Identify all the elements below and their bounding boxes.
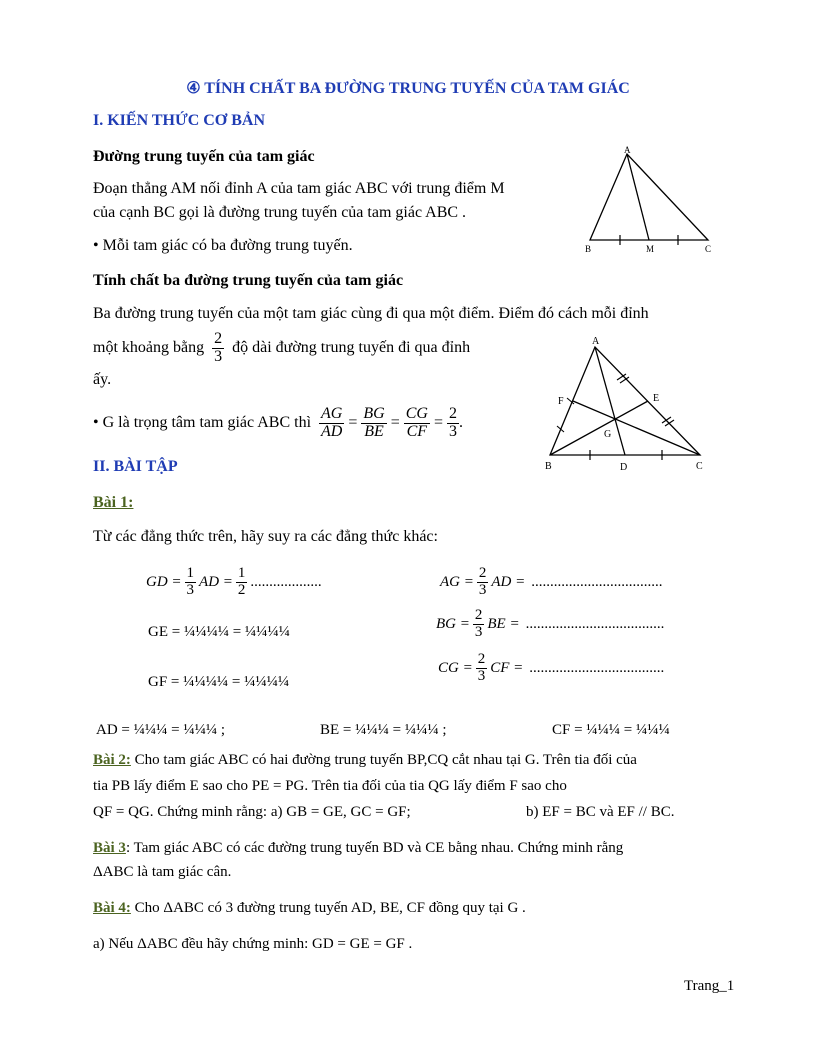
triangle-abc: [590, 154, 708, 240]
label-b-2: B: [545, 461, 552, 472]
eq-bg: [436, 604, 664, 644]
eq-dots: ...................: [250, 573, 322, 590]
eq-text: BG =: [436, 615, 470, 632]
frac-num: 2: [477, 650, 486, 667]
frac-num: 2: [474, 606, 483, 623]
label-a-2: A: [592, 336, 600, 347]
bai3-line1-text: : Tam giác ABC có các đường trung tuyến BD và CE bằng nhau. Chứng minh rằng: [125, 840, 624, 856]
ratio-cg-cf: [404, 406, 430, 441]
label-f: F: [558, 396, 564, 407]
ratio-bg-be: [361, 406, 386, 441]
eq-be: BE = ¼¼¼ = ¼¼¼ ;: [320, 722, 447, 738]
ratio-den: 3: [449, 422, 457, 440]
bai2-line3b: b) EF = BC và EF // BC.: [526, 804, 675, 820]
eq-gf: GF = ¼¼¼¼ = ¼¼¼¼: [148, 674, 290, 690]
section-1-heading: I. KIẾN THỨC CƠ BẢN: [93, 112, 266, 129]
fraction-num: 2: [214, 329, 223, 347]
bai2-label: Bài 2:: [93, 752, 131, 768]
bullet-three-medians: • Mỗi tam giác có ba đường trung tuyến.: [93, 237, 353, 254]
property-line3: ấy.: [93, 371, 112, 388]
label-c-2: C: [696, 461, 703, 472]
ratio-num: 2: [449, 404, 457, 422]
label-g: G: [604, 429, 612, 440]
property-line1: Ba đường trung tuyến của một tam giác cùng đi qua một điểm. Điểm đó cách mỗi đỉnh: [93, 305, 649, 322]
frac-num: 2: [478, 564, 487, 581]
eq-text: AD =: [199, 573, 233, 590]
bai2-line1: [93, 752, 637, 769]
eq-text: CF =: [490, 659, 524, 676]
bai3-line2: ΔABC là tam giác cân.: [93, 864, 232, 880]
eq-text: BE =: [487, 615, 520, 632]
figure-median-triangle: [580, 142, 720, 260]
bai1-label: Bài 1:: [93, 494, 134, 511]
eq-ge: GE = ¼¼¼¼ = ¼¼¼¼: [148, 624, 290, 640]
subheading-median: Đường trung tuyến của tam giác: [93, 148, 315, 165]
bai4-line1: [93, 900, 526, 917]
label-c: C: [705, 244, 712, 254]
eq-text: CG =: [438, 659, 473, 676]
ratio-ag-ad: [319, 406, 344, 441]
eq-dots: .....................................: [525, 615, 665, 632]
ratio-num: BG: [363, 404, 385, 422]
frac-den: 2: [237, 581, 246, 598]
frac-two-thirds: [477, 566, 489, 599]
eq-text: AG =: [440, 573, 474, 590]
eq-gd: [146, 562, 322, 602]
bai1-text: Từ các đẳng thức trên, hãy suy ra các đẳng thức khác:: [93, 528, 438, 545]
eq-text: GD =: [146, 573, 182, 590]
property-line2-pre: một khoảng bằng: [93, 339, 205, 356]
eq-cf: CF = ¼¼¼ = ¼¼¼: [552, 722, 670, 738]
frac-two-thirds: [476, 652, 488, 685]
ratio-two-thirds: [447, 406, 459, 441]
ratio-den: AD: [321, 422, 343, 440]
page-number: Trang_1: [684, 978, 735, 994]
equals-sign: =: [390, 414, 400, 431]
ratio-den: BE: [364, 422, 384, 440]
frac-two-thirds: [473, 608, 485, 641]
ratio-end: .: [459, 414, 463, 431]
bai4-part-a: a) Nếu ΔABC đều hãy chứng minh: GD = GE = GF .: [93, 936, 413, 952]
label-d: D: [620, 462, 628, 473]
triangle-abc-2: [550, 347, 700, 455]
median-def-line2: của cạnh BC gọi là đường trung tuyến của tam giác ABC .: [93, 204, 467, 221]
eq-cg: [438, 648, 664, 688]
bai2-line1-text: Cho tam giác ABC có hai đường trung tuyến BP,CQ cắt nhau tại G. Trên tia đối của: [130, 752, 637, 768]
frac-den: 3: [478, 581, 487, 598]
section-2-heading: II. BÀI TẬP: [93, 458, 178, 475]
property-line2-post: độ dài đường trung tuyến đi qua đỉnh: [232, 339, 471, 356]
ratio-num: AG: [321, 404, 343, 422]
label-b: B: [585, 244, 592, 254]
frac-one-half: [236, 566, 248, 599]
fraction-den: 3: [214, 347, 223, 365]
bai4-label: Bài 4:: [93, 900, 131, 916]
ratio-num: CG: [405, 404, 428, 422]
bai3-line1: [93, 840, 623, 857]
equals-sign: =: [433, 414, 443, 431]
median-be: [550, 401, 648, 455]
eq-ad: AD = ¼¼¼ = ¼¼¼ ;: [96, 722, 226, 738]
page-title: ④ TÍNH CHẤT BA ĐƯỜNG TRUNG TUYẾN CỦA TAM GIÁC: [186, 80, 630, 97]
frac-den: 3: [186, 581, 195, 598]
eq-text: AD =: [491, 573, 526, 590]
label-e: E: [653, 393, 660, 404]
frac-den: 3: [477, 667, 486, 684]
frac-den: 3: [474, 623, 483, 640]
median-cf: [573, 401, 700, 455]
bai4-line1-text: Cho ΔABC có 3 đường trung tuyến AD, BE, CF đồng quy tại G .: [130, 900, 526, 916]
fraction-two-thirds: [212, 331, 224, 366]
centroid-ratio-line: [93, 400, 463, 446]
frac-num: 1: [186, 564, 195, 581]
frac-num: 1: [237, 564, 246, 581]
eq-ag: [440, 562, 663, 602]
eq-dots: ...................................: [531, 573, 663, 590]
property-line2: [93, 328, 470, 368]
bai3-label: Bài 3: [93, 840, 126, 856]
eq-dots: ....................................: [529, 659, 665, 676]
frac-one-third: [185, 566, 197, 599]
median-am: [627, 154, 649, 240]
median-def-line1: Đoạn thẳng AM nối đỉnh A của tam giác ABC với trung điểm M: [93, 180, 505, 197]
label-m: M: [646, 244, 655, 254]
figure-centroid-triangle: [540, 330, 720, 475]
subheading-property: Tính chất ba đường trung tuyến của tam giác: [93, 272, 404, 289]
label-a: A: [624, 145, 631, 155]
ratio-den: CF: [406, 422, 428, 440]
centroid-ratio-pre: • G là trọng tâm tam giác ABC thì: [93, 414, 312, 431]
bai2-line2: tia PB lấy điểm E sao cho PE = PG. Trên tia đối của tia QG lấy điểm F sao cho: [93, 778, 567, 794]
ticks-ae: [617, 374, 629, 383]
bai2-line3a: QF = QG. Chứng minh rằng: a) GB = GE, GC = GF;: [93, 804, 411, 820]
equals-sign: =: [348, 414, 358, 431]
